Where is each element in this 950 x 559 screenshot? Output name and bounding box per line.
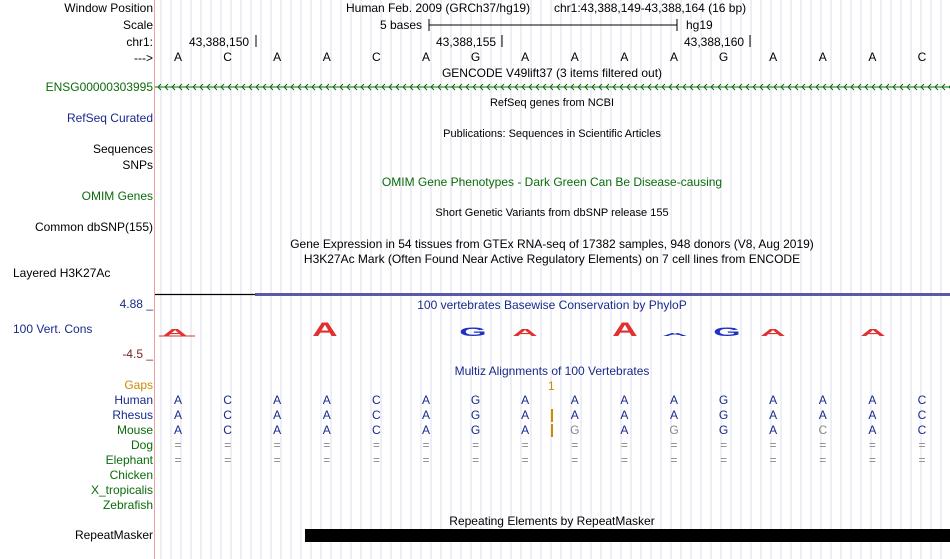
- conservation-letter: A: [662, 332, 688, 338]
- refseq-title: RefSeq genes from NCBI: [489, 97, 615, 109]
- alignment-base: G: [470, 423, 481, 437]
- alignment-base: C: [917, 423, 927, 437]
- conservation-letter: A: [760, 327, 786, 339]
- track-label-column: [0, 0, 155, 559]
- alignment-base: =: [571, 438, 579, 452]
- alignment-base: =: [670, 438, 678, 452]
- base-letter: A: [868, 50, 877, 64]
- alignment-base: G: [718, 423, 729, 437]
- species-label[interactable]: Zebrafish: [102, 498, 153, 512]
- publications-title: Publications: Sequences in Scientific Articles: [443, 128, 661, 140]
- alignment-base: =: [422, 453, 430, 467]
- conservation-letter: A: [512, 327, 538, 339]
- alignment-base: A: [521, 408, 530, 422]
- alignment-base: =: [769, 453, 777, 467]
- track-label-refseq[interactable]: RefSeq Curated: [66, 111, 153, 125]
- phylop-title: 100 vertebrates Basewise Conservation by PhyloP: [417, 298, 687, 312]
- base-letter: A: [173, 50, 182, 64]
- alignment-base: A: [669, 393, 678, 407]
- conservation-min-label: -4.5 _: [122, 347, 153, 361]
- alignment-base: C: [917, 393, 927, 407]
- scale-text: 5 bases: [380, 18, 423, 32]
- track-label-common-dbsnp[interactable]: Common dbSNP(155): [34, 220, 153, 234]
- alignment-base: A: [818, 393, 827, 407]
- alignment-base: A: [669, 408, 678, 422]
- alignment-base: C: [372, 393, 381, 407]
- alignment-base: C: [223, 423, 232, 437]
- alignment-base: A: [620, 423, 629, 437]
- alignment-base: A: [273, 393, 282, 407]
- alignment-base: =: [323, 453, 331, 467]
- gap-insertion-marker: [551, 424, 553, 437]
- alignment-base: =: [273, 453, 281, 467]
- base-letter: A: [769, 50, 778, 64]
- alignment-base: A: [273, 423, 282, 437]
- phylop-track[interactable]: [155, 314, 950, 354]
- position-label: chr1:43,388,149-43,388,164 (16 bp): [554, 1, 747, 15]
- alignment-base: =: [868, 438, 876, 452]
- species-label[interactable]: Chicken: [109, 468, 153, 482]
- base-letter: A: [620, 50, 629, 64]
- multiz-title: Multiz Alignments of 100 Vertebrates: [454, 364, 650, 378]
- gap-insertion-marker: [551, 409, 553, 422]
- alignment-base: =: [273, 438, 281, 452]
- base-letter: A: [273, 50, 282, 64]
- alignment-base: =: [174, 453, 182, 467]
- species-label[interactable]: Human: [114, 393, 153, 407]
- strand-label: --->: [134, 51, 153, 65]
- base-letter: C: [372, 50, 381, 64]
- alignment-base: G: [718, 393, 729, 407]
- alignment-base: A: [521, 393, 530, 407]
- species-label[interactable]: Elephant: [105, 453, 153, 467]
- window-position-label: Window Position: [64, 1, 153, 15]
- alignment-base: C: [223, 408, 232, 422]
- alignment-base: C: [917, 408, 927, 422]
- alignment-base: =: [918, 453, 926, 467]
- coord-ticks: [0, 34, 950, 48]
- species-label[interactable]: X_tropicalis: [90, 483, 153, 497]
- alignment-base: A: [868, 393, 877, 407]
- track-label-vert-cons[interactable]: 100 Vert. Cons: [13, 322, 93, 336]
- alignment-base: =: [372, 453, 380, 467]
- base-letter: A: [421, 50, 430, 64]
- alignment-base: A: [173, 423, 182, 437]
- alignment-base: =: [224, 453, 232, 467]
- alignment-base: C: [372, 423, 381, 437]
- alignment-base: A: [421, 408, 430, 422]
- alignment-base: =: [571, 453, 579, 467]
- conservation-letter: A: [612, 318, 638, 341]
- scale-db: hg19: [686, 18, 713, 32]
- alignment-base: A: [818, 408, 827, 422]
- alignment-base: A: [769, 423, 778, 437]
- base-letter: A: [669, 50, 678, 64]
- alignment-base: =: [224, 438, 232, 452]
- alignment-base: A: [868, 423, 877, 437]
- track-label-repeatmasker[interactable]: RepeatMasker: [74, 528, 153, 542]
- alignment-base: A: [620, 408, 629, 422]
- alignment-base: G: [470, 393, 481, 407]
- species-label[interactable]: Mouse: [116, 423, 153, 437]
- alignment-base: A: [421, 423, 430, 437]
- scale-bar: [425, 17, 685, 33]
- alignment-base: G: [669, 423, 679, 437]
- alignment-base: =: [620, 438, 628, 452]
- base-letter: A: [818, 50, 827, 64]
- gtex-title: Gene Expression in 54 tissues from GTEx RNA-seq of 17382 samples, 948 donors (V8, Aug 2019): [290, 237, 814, 251]
- species-label[interactable]: Rhesus: [112, 408, 153, 422]
- alignment-base: A: [620, 393, 629, 407]
- alignment-base: =: [670, 453, 678, 467]
- alignment-base: =: [472, 438, 480, 452]
- alignment-base: =: [720, 438, 728, 452]
- repeat-element-block[interactable]: [305, 529, 950, 542]
- base-letter: A: [521, 50, 530, 64]
- alignment-base: =: [174, 438, 182, 452]
- omim-title: OMIM Gene Phenotypes - Dark Green Can Be Disease-causing: [381, 175, 723, 189]
- alignment-base: A: [521, 423, 530, 437]
- h3k27ac-title: H3K27Ac Mark (Often Found Near Active Regulatory Elements) on 7 cell lines from ENCODE: [303, 252, 801, 266]
- base-letter: C: [917, 50, 927, 64]
- conservation-letter: A: [860, 327, 886, 339]
- track-label-gaps[interactable]: Gaps: [124, 378, 153, 392]
- alignment-base: =: [819, 453, 827, 467]
- alignment-base: =: [521, 438, 529, 452]
- base-letter: A: [322, 50, 331, 64]
- conservation-letter: G: [459, 324, 487, 339]
- alignment-base: A: [173, 393, 182, 407]
- alignment-base: A: [273, 408, 282, 422]
- repeatmasker-title: Repeating Elements by RepeatMasker: [449, 514, 655, 528]
- species-label[interactable]: Dog: [130, 438, 153, 452]
- alignment-base: =: [819, 438, 827, 452]
- track-label-ensg[interactable]: ENSG00000303995: [45, 80, 153, 94]
- alignment-base: G: [570, 423, 580, 437]
- alignment-base: A: [322, 393, 331, 407]
- base-letter: A: [570, 50, 579, 64]
- coord-label: 43,388,150: [189, 35, 250, 49]
- chrom-label: chr1:: [126, 35, 153, 49]
- alignment-base: A: [173, 408, 182, 422]
- track-label-layered-h3k27ac[interactable]: Layered H3K27Ac: [13, 266, 111, 280]
- track-label-sequences[interactable]: Sequences: [92, 142, 153, 156]
- alignment-base: =: [472, 453, 480, 467]
- gencode-transcript[interactable]: [155, 81, 950, 93]
- h3k27ac-signal: [155, 292, 950, 297]
- assembly-label: Human Feb. 2009 (GRCh37/hg19): [346, 1, 531, 15]
- track-label-omim[interactable]: OMIM Genes: [81, 189, 153, 203]
- alignment-base: =: [422, 438, 430, 452]
- alignment-base: =: [521, 453, 529, 467]
- scale-label: Scale: [122, 18, 153, 32]
- alignment-base: =: [868, 453, 876, 467]
- alignment-base: A: [570, 393, 579, 407]
- alignment-base: A: [570, 408, 579, 422]
- gencode-title: GENCODE V49lift37 (3 items filtered out): [441, 66, 663, 80]
- conservation-letter: A: [162, 327, 188, 339]
- conservation-max-label: 4.88 _: [119, 297, 153, 311]
- track-label-snps[interactable]: SNPs: [122, 158, 153, 172]
- gap-count: 1: [548, 379, 555, 393]
- alignment-base: G: [718, 408, 729, 422]
- conservation-letter: A: [312, 318, 338, 341]
- conservation-letter: G: [713, 324, 741, 339]
- alignment-base: A: [769, 408, 778, 422]
- alignment-base: A: [868, 408, 877, 422]
- alignment-base: C: [372, 408, 381, 422]
- alignment-base: =: [720, 453, 728, 467]
- alignment-base: A: [322, 408, 331, 422]
- alignment-base: =: [372, 438, 380, 452]
- alignment-base: C: [223, 393, 232, 407]
- base-letter: G: [718, 50, 729, 64]
- alignment-base: A: [421, 393, 430, 407]
- alignment-base: =: [323, 438, 331, 452]
- base-letter: G: [470, 50, 481, 64]
- coord-label: 43,388,160: [684, 35, 745, 49]
- alignment-base: C: [818, 423, 828, 437]
- alignment-base: A: [322, 423, 331, 437]
- alignment-base: =: [620, 453, 628, 467]
- coord-label: 43,388,155: [436, 35, 497, 49]
- base-letter: C: [223, 50, 232, 64]
- alignment-base: A: [769, 393, 778, 407]
- dbsnp-title: Short Genetic Variants from dbSNP release 155: [435, 207, 669, 219]
- alignment-base: =: [769, 438, 777, 452]
- alignment-base: =: [918, 438, 926, 452]
- alignment-base: G: [470, 408, 481, 422]
